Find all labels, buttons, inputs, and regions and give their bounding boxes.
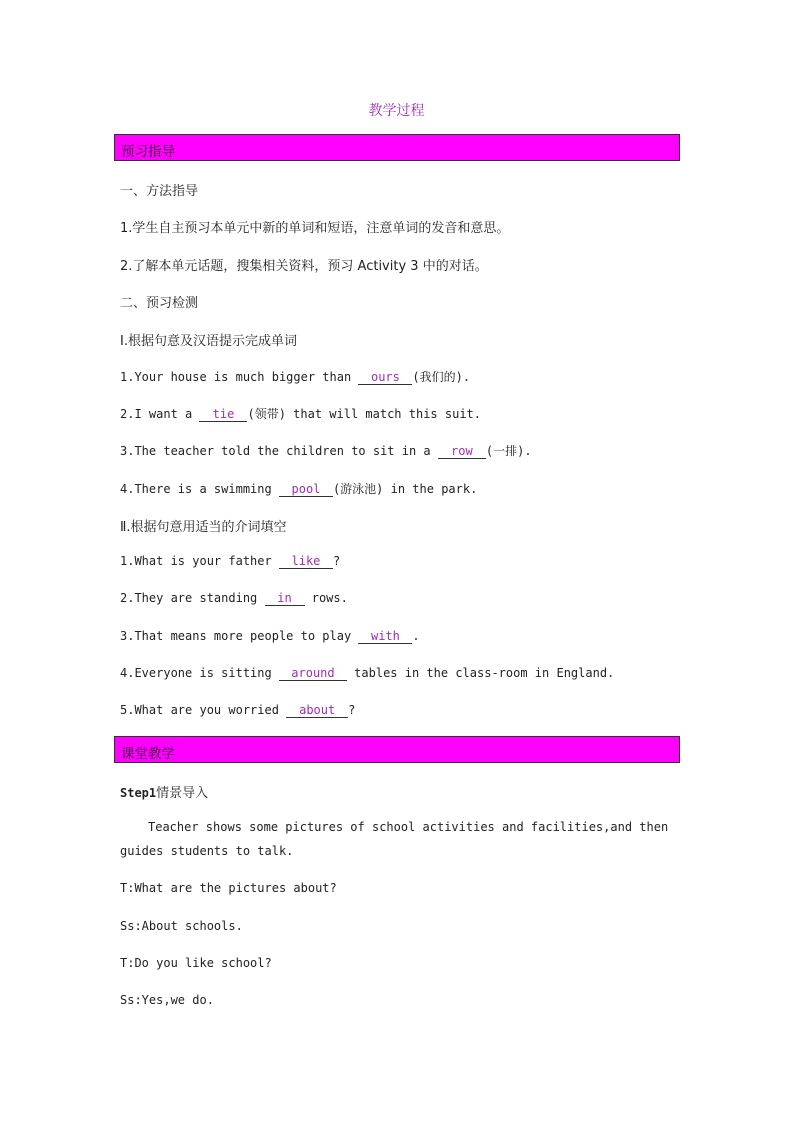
check-heading: 二、预习检测	[120, 296, 199, 311]
answer-blank: tie	[199, 407, 247, 422]
section-band-label: 预习指导	[121, 144, 175, 160]
method-heading: 一、方法指导	[120, 184, 199, 199]
exercise-item: 3.The teacher told the children to sit in a row (一排).	[120, 444, 532, 458]
method-item: 1.学生自主预习本单元中新的单词和短语，注意单词的发音和意思。	[120, 221, 510, 236]
section-band-classroom	[114, 736, 680, 763]
dialogue-line: Ss:About schools.	[120, 919, 243, 933]
answer-blank: row	[438, 444, 486, 459]
intro-paragraph: Teacher shows some pictures of school activities and facilities,and then guides students to talk.	[120, 820, 669, 858]
answer-blank: ours	[358, 370, 412, 385]
answer-blank: about	[286, 703, 348, 718]
dialogue-line: T:What are the pictures about?	[120, 881, 337, 895]
answer-blank: around	[279, 666, 347, 681]
exercise-item: 4.Everyone is sitting around tables in the class-room in England.	[120, 666, 615, 680]
answer-blank: like	[279, 554, 333, 569]
answer-blank: in	[265, 591, 305, 606]
step-label: Step1	[120, 786, 157, 800]
step-heading	[120, 782, 208, 801]
exercise-item: 1.Your house is much bigger than ours (我们的).	[120, 370, 471, 384]
step-title: 情景导入	[156, 786, 209, 801]
dialogue-line: T:Do you like school?	[120, 956, 272, 970]
method-item: 2.了解本单元话题，搜集相关资料，预习 Activity 3 中的对话。	[120, 259, 488, 274]
section-band-label: 课堂教学	[121, 746, 175, 762]
exercise-item: 3.That means more people to play with .	[120, 629, 420, 643]
answer-blank: pool	[279, 482, 333, 497]
page-title: 教学过程	[368, 103, 425, 119]
exercise-item: 2.I want a tie (领带) that will match this suit.	[120, 407, 481, 421]
exercise-item: 4.There is a swimming pool (游泳池) in the park.	[120, 482, 478, 496]
exercise-item: 2.They are standing in rows.	[120, 591, 348, 605]
section-band-preview	[114, 134, 680, 161]
part1-heading: Ⅰ.根据句意及汉语提示完成单词	[120, 334, 297, 349]
dialogue-line: Ss:Yes,we do.	[120, 993, 214, 1007]
exercise-item: 1.What is your father like ?	[120, 554, 341, 568]
part2-heading: Ⅱ.根据句意用适当的介词填空	[120, 520, 287, 535]
answer-blank: with	[358, 629, 412, 644]
exercise-item: 5.What are you worried about ?	[120, 703, 356, 717]
